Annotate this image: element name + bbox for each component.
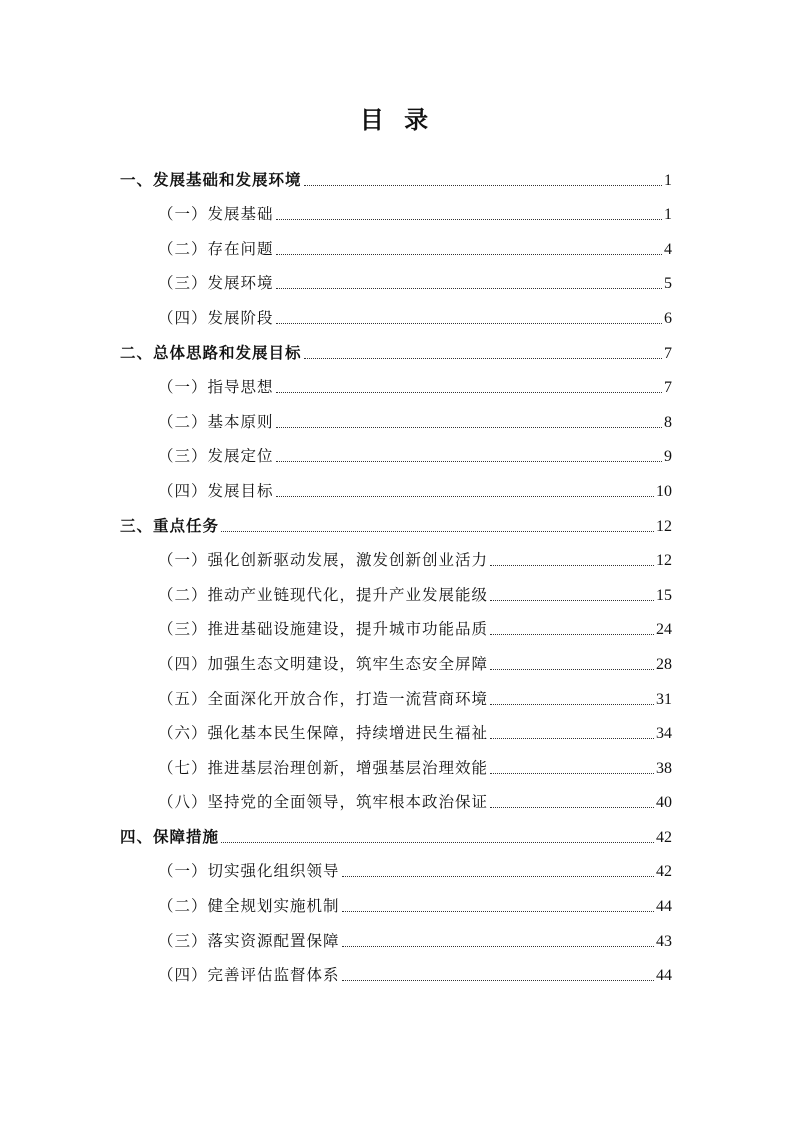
toc-entry-label: （七）推进基层治理创新，增强基层治理效能: [158, 758, 489, 777]
dot-leader: [276, 392, 662, 393]
dot-leader: [276, 288, 662, 289]
dot-leader: [276, 427, 662, 428]
toc-subsection-entry[interactable]: [120, 714, 672, 749]
toc-section-entry[interactable]: [120, 160, 672, 195]
toc-entry-label: （一）指导思想: [158, 378, 274, 397]
toc-subsection-entry[interactable]: [120, 437, 672, 472]
toc-subsection-entry[interactable]: [120, 368, 672, 403]
toc-subsection-entry[interactable]: [120, 229, 672, 264]
toc-entry-label: （五）全面深化开放合作，打造一流营商环境: [158, 689, 489, 708]
toc-subsection-entry[interactable]: [120, 644, 672, 679]
toc-subsection-entry[interactable]: [120, 886, 672, 921]
toc-entry-label: （三）发展环境: [158, 274, 274, 293]
dot-leader: [490, 600, 654, 601]
toc-page-number: 43: [656, 932, 672, 950]
toc-list: [120, 160, 672, 990]
toc-subsection-entry[interactable]: [120, 610, 672, 645]
toc-entry-label: （一）强化创新驱动发展，激发创新创业活力: [158, 551, 489, 570]
dot-leader: [490, 738, 654, 739]
toc-subsection-entry[interactable]: [120, 679, 672, 714]
dot-leader: [276, 461, 662, 462]
toc-subsection-entry[interactable]: [120, 264, 672, 299]
dot-leader: [490, 704, 654, 705]
toc-page-number: 8: [664, 413, 672, 431]
dot-leader: [490, 565, 654, 566]
toc-entry-label: （八）坚持党的全面领导，筑牢根本政治保证: [158, 793, 489, 812]
toc-section-entry[interactable]: [120, 817, 672, 852]
dot-leader: [342, 946, 654, 947]
toc-entry-label: （二）健全规划实施机制: [158, 897, 340, 916]
toc-page-number: 12: [656, 552, 672, 570]
toc-entry-label: （三）发展定位: [158, 447, 274, 466]
toc-subsection-entry[interactable]: [120, 575, 672, 610]
toc-page-number: 12: [656, 517, 672, 535]
dot-leader: [490, 634, 654, 635]
toc-section-entry[interactable]: [120, 333, 672, 368]
toc-entry-label: （二）推动产业链现代化，提升产业发展能级: [158, 585, 489, 604]
toc-page-number: 42: [656, 863, 672, 881]
toc-page-number: 42: [656, 828, 672, 846]
toc-page-number: 9: [664, 448, 672, 466]
toc-entry-label: （四）加强生态文明建设，筑牢生态安全屏障: [158, 654, 489, 673]
toc-page-number: 34: [656, 725, 672, 743]
toc-page-number: 44: [656, 967, 672, 985]
toc-subsection-entry[interactable]: [120, 921, 672, 956]
dot-leader: [304, 358, 662, 359]
dot-leader: [342, 980, 654, 981]
toc-subsection-entry[interactable]: [120, 956, 672, 991]
toc-entry-label: 四、保障措施: [120, 827, 220, 846]
toc-page-number: 44: [656, 898, 672, 916]
toc-subsection-entry[interactable]: [120, 541, 672, 576]
toc-page-number: 40: [656, 794, 672, 812]
toc-page-number: 38: [656, 759, 672, 777]
toc-page-number: 7: [664, 344, 672, 362]
toc-entry-label: （三）落实资源配置保障: [158, 931, 340, 950]
toc-subsection-entry[interactable]: [120, 402, 672, 437]
toc-entry-label: （四）发展目标: [158, 481, 274, 500]
toc-subsection-entry[interactable]: [120, 195, 672, 230]
dot-leader: [490, 807, 654, 808]
toc-entry-label: （二）基本原则: [158, 412, 274, 431]
dot-leader: [221, 842, 654, 843]
toc-entry-label: （一）切实强化组织领导: [158, 862, 340, 881]
toc-entry-label: （一）发展基础: [158, 205, 274, 224]
toc-page-number: 7: [664, 379, 672, 397]
toc-entry-label: 一、发展基础和发展环境: [120, 170, 302, 189]
toc-entry-label: （三）推进基础设施建设，提升城市功能品质: [158, 620, 489, 639]
dot-leader: [276, 254, 662, 255]
toc-entry-label: 二、总体思路和发展目标: [120, 343, 302, 362]
toc-page-number: 31: [656, 690, 672, 708]
toc-page-number: 1: [664, 171, 672, 189]
toc-page-number: 24: [656, 621, 672, 639]
dot-leader: [490, 669, 654, 670]
toc-page-number: 28: [656, 655, 672, 673]
toc-page-number: 10: [656, 482, 672, 500]
toc-entry-label: （二）存在问题: [158, 239, 274, 258]
dot-leader: [276, 323, 662, 324]
toc-page-number: 1: [664, 206, 672, 224]
toc-page-number: 5: [664, 275, 672, 293]
dot-leader: [276, 219, 662, 220]
toc-subsection-entry[interactable]: [120, 471, 672, 506]
toc-entry-label: （六）强化基本民生保障，持续增进民生福祉: [158, 724, 489, 743]
dot-leader: [490, 773, 654, 774]
dot-leader: [342, 911, 654, 912]
dot-leader: [276, 496, 654, 497]
toc-subsection-entry[interactable]: [120, 298, 672, 333]
toc-entry-label: （四）完善评估监督体系: [158, 966, 340, 985]
toc-page-number: 4: [664, 240, 672, 258]
dot-leader: [304, 185, 662, 186]
toc-subsection-entry[interactable]: [120, 783, 672, 818]
toc-section-entry[interactable]: [120, 506, 672, 541]
toc-subsection-entry[interactable]: [120, 852, 672, 887]
toc-title: 目 录: [359, 106, 435, 134]
toc-entry-label: 三、重点任务: [120, 516, 220, 535]
toc-page-number: 15: [656, 586, 672, 604]
toc-page-number: 6: [664, 309, 672, 327]
toc-entry-label: （四）发展阶段: [158, 308, 274, 327]
toc-subsection-entry[interactable]: [120, 748, 672, 783]
dot-leader: [221, 531, 654, 532]
dot-leader: [342, 876, 654, 877]
